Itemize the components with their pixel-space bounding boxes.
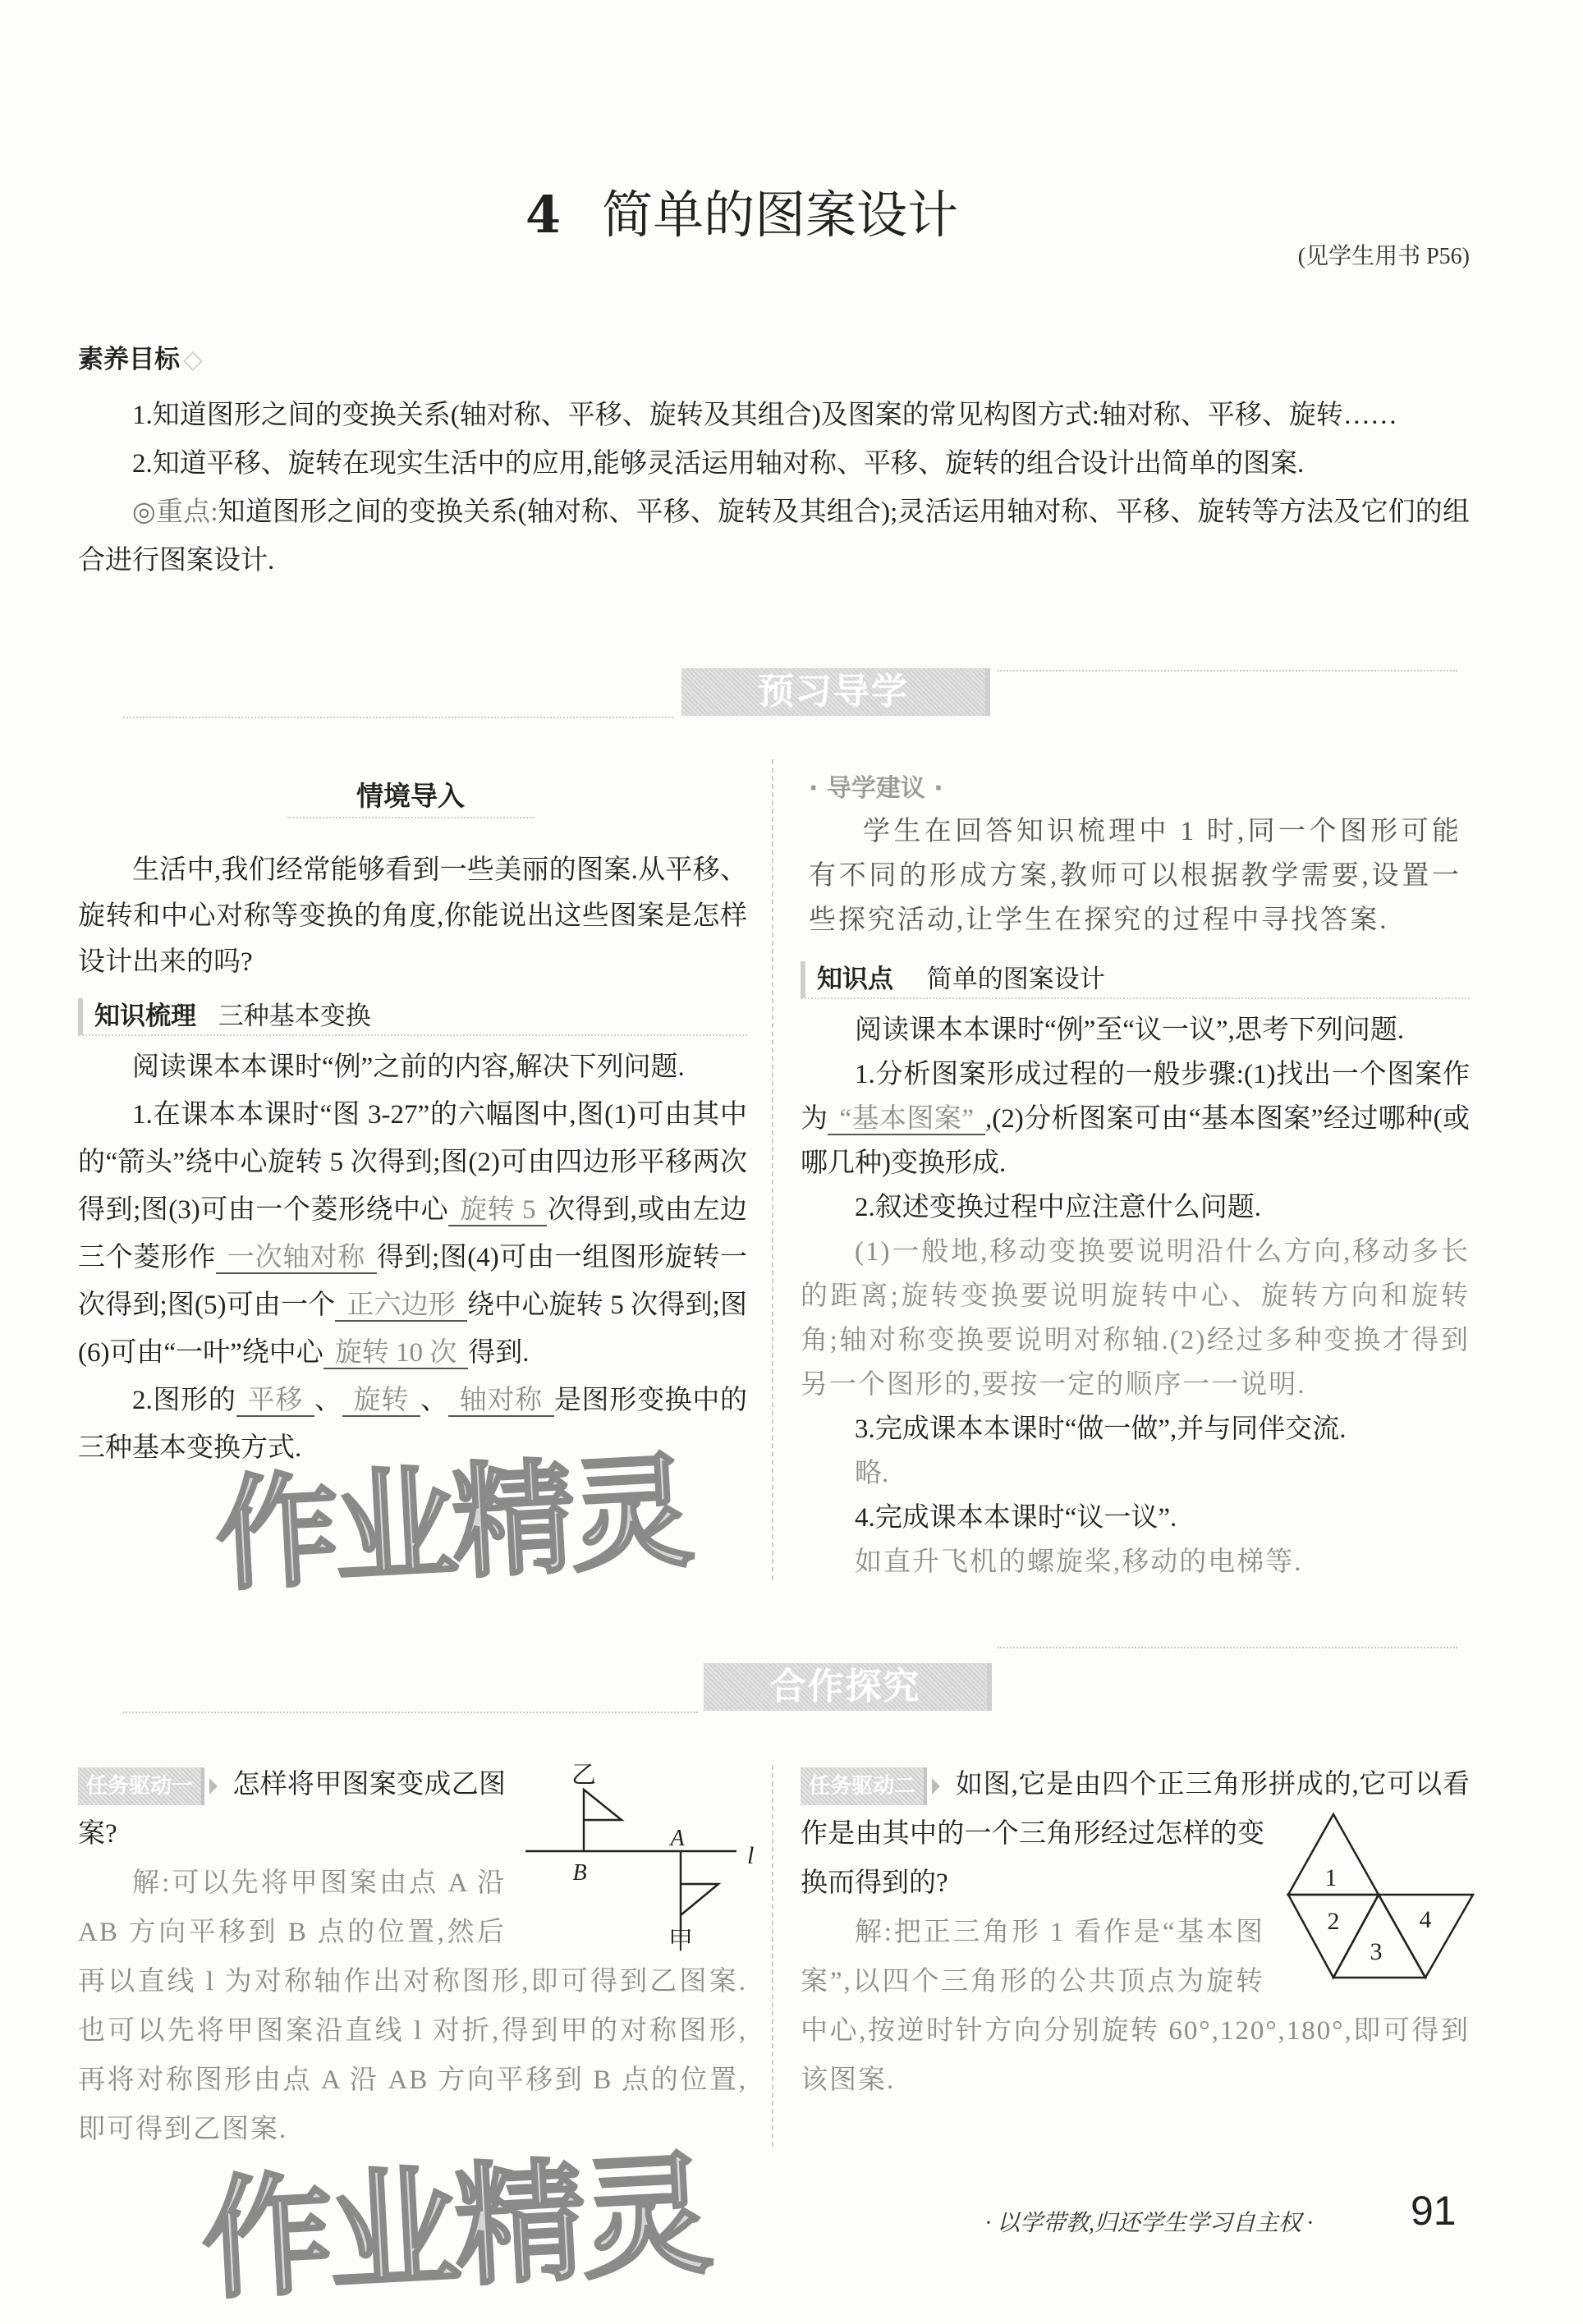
banner-rule-right — [998, 1647, 1457, 1648]
goals-heading-text: 素养目标 — [78, 345, 180, 374]
question-text: 得到;图(4)可由一组图形旋转一次得到;图(5)可由一个 — [78, 1243, 748, 1320]
point-question-1 — [801, 1052, 1470, 1185]
label-l: l — [747, 1842, 755, 1869]
knowledge-point-lead: 阅读课本本课时“例”至“议一议”,思考下列问题. — [855, 1015, 1405, 1045]
key-text: 知道图形之间的变换关系(轴对称、平移、旋转及其组合);灵活运用轴对称、平移、旋转等方法及它们的组合进行图案设计. — [78, 497, 1470, 575]
task-question: 如图,它是由四个正三角形拼成的,它可以看作是由其中的一个三角形经过怎样的变换而得到的? — [801, 1770, 1470, 1898]
chevron-right-icon — [209, 1778, 218, 1795]
goal-key-point — [78, 488, 1470, 585]
intro-heading — [287, 776, 534, 818]
answer-blank: 正六边形 — [335, 1290, 467, 1322]
answer-blank: 一次轴对称 — [216, 1243, 377, 1274]
answer-blank: “基本图案” — [828, 1104, 985, 1135]
answer-blank: 旋转 10 次 — [323, 1338, 469, 1369]
guide-heading: · 导学建议 · — [809, 774, 943, 803]
chevron-right-icon — [932, 1778, 940, 1795]
column-divider — [772, 1765, 773, 2147]
knowledge-point-label: 知识点 — [817, 965, 893, 994]
chapter-title — [525, 174, 958, 247]
intro-heading-text: 情境导入 — [356, 780, 465, 812]
point-answer-4: 如直升飞机的螺旋桨,移动的电梯等. — [855, 1547, 1303, 1577]
flag-yi — [584, 1790, 622, 1851]
knowledge-lead: 阅读课本本课时“例”之前的内容,解决下列问题. — [132, 1052, 685, 1082]
question-text: 1.在课本本课时“图 3-27”的六幅图中,图(1)可由其中的“箭头”绕中心旋转 5 次得到;图(2)可由四边形平移两次得到;图(3)可由一个菱形绕中心 — [78, 1100, 747, 1225]
knowledge-point-heading — [801, 961, 1470, 999]
question-text: 次得到,或由左边三个菱形作 — [78, 1195, 748, 1272]
section-banner-cooperate: 合作探究 — [704, 1663, 992, 1711]
question-text: 得到. — [468, 1338, 530, 1368]
task-badge: 任务驱动二 — [801, 1767, 927, 1805]
flag-reflection-figure — [509, 1757, 764, 1954]
footer-motto: · 以学带教,归还学生学习自主权 · — [985, 2211, 1314, 2236]
chapter-number: 4 — [525, 185, 562, 245]
diamond-ornament-icon: ◇ — [183, 345, 203, 374]
banner-rule-left — [123, 1712, 698, 1713]
separator: 、 — [420, 1386, 448, 1415]
label-yi: 乙 — [571, 1762, 596, 1789]
guide-text: 学生在回答知识梳理中 1 时,同一个图形可能有不同的形成方案,教师可以根据教学需要,设置一些探究活动,让学生在探究的过程中寻找答案. — [809, 817, 1461, 935]
section-banner-preview: 预习导学 — [681, 668, 990, 716]
banner-rule-left — [123, 717, 673, 718]
watermark: 作业精灵 — [212, 1441, 692, 1608]
task-badge: 任务驱动一 — [78, 1767, 204, 1805]
triangle-label: 1 — [1324, 1864, 1338, 1891]
triangle-label: 2 — [1327, 1908, 1340, 1935]
point-question-3: 3.完成课本本课时“做一做”,并与同伴交流. — [855, 1414, 1347, 1444]
question-text: ,(2)分析图案可由“基本图案”经过哪种(或哪几种)变换形成. — [801, 1104, 1471, 1178]
question-text: 是图形变换中的三种基本变换方式. — [78, 1386, 748, 1463]
answer-blank: 平移 — [236, 1386, 314, 1417]
question-text: 1.分析图案形成过程的一般步骤:(1)找出一个图案作为 — [801, 1060, 1470, 1134]
label-b: B — [572, 1860, 587, 1886]
answer-blank: 旋转 — [342, 1386, 420, 1417]
chapter-title-text: 简单的图案设计 — [602, 185, 959, 245]
key-label: ◎重点: — [132, 497, 218, 527]
knowledge-point-body — [801, 1008, 1470, 1584]
goals-heading — [78, 338, 203, 375]
goal-item: 2.知道平移、旋转在现实生活中的应用,能够灵活运用轴对称、平移、旋转的组合设计出简单的图案. — [132, 449, 1305, 479]
label-a: A — [670, 1826, 685, 1851]
separator: 、 — [314, 1386, 342, 1415]
reference-note: (见学生用书 P56) — [1297, 244, 1470, 269]
question-text: 绕中心旋转 5 次得到;图(6)可由“一叶”绕中心 — [78, 1290, 748, 1368]
task-question: 怎样将甲图案变成乙图案? — [78, 1770, 506, 1849]
triangle-label: 3 — [1370, 1938, 1383, 1965]
knowledge-title: 三种基本变换 — [218, 1002, 371, 1031]
goals-list — [78, 392, 1470, 585]
question-1 — [78, 1091, 747, 1377]
question-text: 2.图形的 — [132, 1386, 236, 1415]
banner-rule-right — [998, 670, 1457, 672]
intro-text: 生活中,我们经常能够看到一些美丽的图案.从平移、旋转和中心对称等变换的角度,你能说出这些图案是怎样设计出来的吗? — [78, 855, 747, 977]
answer-blank: 轴对称 — [448, 1386, 554, 1417]
point-question-4: 4.完成课本本课时“议一议”. — [855, 1503, 1177, 1533]
flag-jia-triangle — [681, 1884, 718, 1915]
knowledge-point-title: 简单的图案设计 — [926, 965, 1105, 994]
answer-blank: 旋转 5 — [448, 1195, 547, 1226]
point-answer-3: 略. — [855, 1459, 889, 1488]
knowledge-body — [78, 1043, 747, 1472]
page-number: 91 — [1411, 2188, 1457, 2234]
four-triangles-figure — [1273, 1802, 1486, 1991]
goal-item: 1.知道图形之间的变换关系(轴对称、平移、旋转及其组合)及图案的常见构图方式:轴对称、平移、旋转…… — [132, 401, 1397, 430]
knowledge-heading — [78, 998, 747, 1036]
point-answer-2: (1)一般地,移动变换要说明沿什么方向,移动多长的距离;旋转变换要说明旋转中心、旋转方向和旋转角;轴对称变换要说明对称轴.(2)经过多种变换才得到另一个图形的,要按一定的顺序一一说明. — [801, 1237, 1470, 1400]
task-solution: 解:可以先将甲图案由点 A 沿 AB 方向平移到 B 点的位置,然后再以直线 l 为对称轴作出对称图形,即可得到乙图案.也可以先将甲图案沿直线 l 对折,得到甲的对称图形,再将对称图形由点 A 沿 AB 方向平移到 B 点的位置,即可得到乙图案. — [78, 1868, 747, 2144]
label-jia: 甲 — [668, 1927, 693, 1954]
watermark: 作业精灵 — [198, 2137, 712, 2317]
point-question-2: 2.叙述变换过程中应注意什么问题. — [855, 1193, 1261, 1222]
knowledge-label: 知识梳理 — [94, 1002, 196, 1031]
triangle-label: 4 — [1419, 1906, 1432, 1933]
column-divider — [772, 759, 773, 1580]
task-solution: 解:把正三角形 1 看作是“基本图案”,以四个三角形的公共顶点为旋转中心,按逆时针方向分别旋转 60°,120°,180°,即可得到该图案. — [801, 1918, 1470, 2095]
